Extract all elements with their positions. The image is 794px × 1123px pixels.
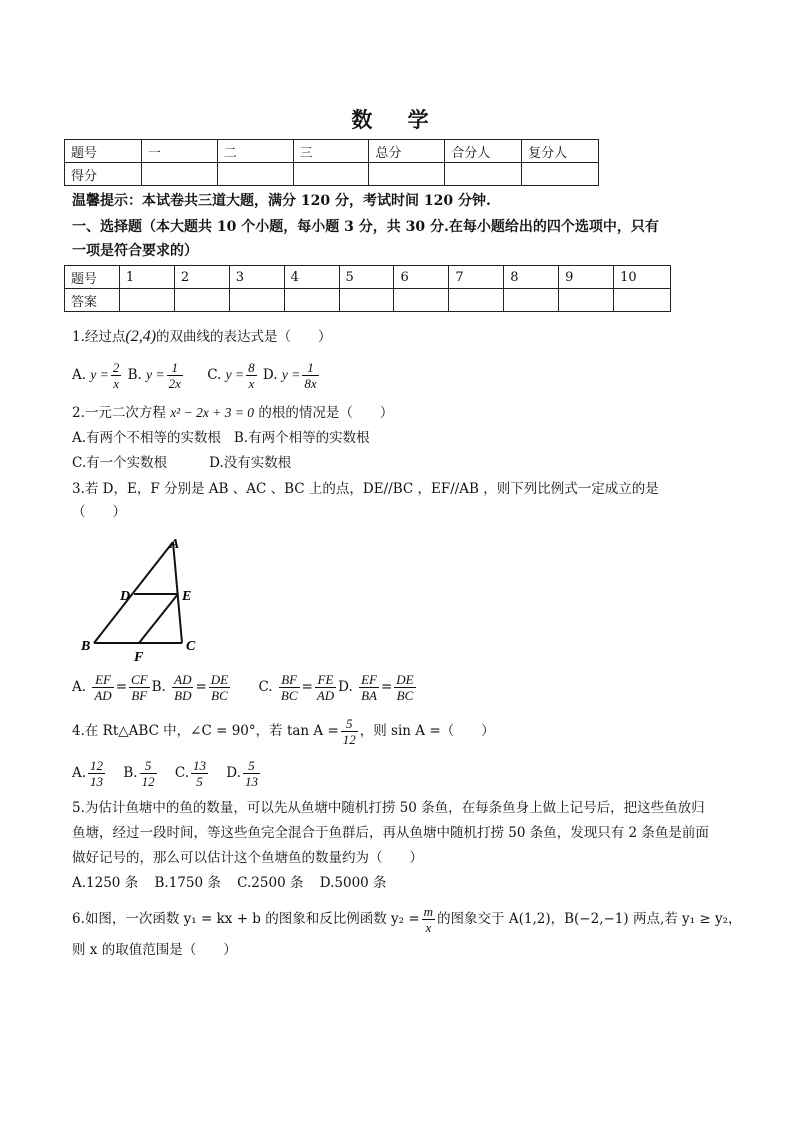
table-row xyxy=(65,266,671,289)
denominator: 13 xyxy=(244,774,258,789)
answer-input-cell[interactable] xyxy=(504,289,559,312)
vertex-a-label: A xyxy=(170,537,180,552)
q4-option-c[interactable] xyxy=(174,758,210,789)
answer-input-cell[interactable] xyxy=(284,289,339,312)
q6-stem-text: 6.如图，一次函数 y₁ = kx + b 的图象和反比例函数 y₂ = xyxy=(72,911,420,927)
option-label: A. xyxy=(72,765,87,781)
option-label: C. xyxy=(174,765,189,781)
table-cell: 9 xyxy=(559,266,614,289)
q3-option-d[interactable] xyxy=(338,672,417,703)
q4-stem-end: ，则 sin A =（ ） xyxy=(359,723,495,739)
q1-option-a[interactable] xyxy=(72,360,123,391)
table-cell: 答案 xyxy=(65,289,120,312)
y-var: y = xyxy=(146,367,165,382)
triangle-figure xyxy=(74,530,204,666)
q1-stem-end: 的双曲线的表达式是（ ） xyxy=(156,329,332,345)
page-title: 数 学 xyxy=(351,107,443,132)
numerator: DE xyxy=(210,672,229,687)
fraction xyxy=(246,360,257,391)
q5-option-b[interactable]: B.1750 条 xyxy=(154,875,221,891)
q4-option-a[interactable] xyxy=(72,758,107,789)
denominator: 8x xyxy=(304,376,317,391)
fraction xyxy=(209,672,230,703)
score-input-cell[interactable] xyxy=(141,163,217,186)
denominator: BC xyxy=(396,688,414,703)
table-cell: 总分 xyxy=(369,140,445,163)
vertex-f-label: F xyxy=(134,650,144,665)
option-label: C. xyxy=(258,679,273,695)
fraction xyxy=(279,672,300,703)
fraction xyxy=(172,672,193,703)
table-row xyxy=(65,289,671,312)
table-cell: 8 xyxy=(504,266,559,289)
denominator: 13 xyxy=(90,774,104,789)
q4-stem-text: 4.在 Rt△ABC 中，∠C = 90°，若 tan A = xyxy=(72,723,339,739)
y-var: y = xyxy=(225,367,245,382)
option-label: B. xyxy=(123,765,138,781)
vertex-c-label: C xyxy=(186,639,196,654)
q2-equation: x² − 2x + 3 = 0 xyxy=(170,405,255,420)
table-row xyxy=(65,140,599,163)
q6-stem-mid: 的图象交于 A(1,2)，B(−2,−1) 两点,若 y₁ ≥ y₂， xyxy=(437,911,742,927)
vertex-b-label: B xyxy=(81,639,91,654)
answer-input-cell[interactable] xyxy=(559,289,614,312)
q2-stem-end: 的根的情况是（ ） xyxy=(258,405,394,421)
question-3-stem: 3.若 D，E，F 分别是 AB 、AC 、BC 上的点，DE//BC ，EF//AB ，则下列比例式一定成立的是 xyxy=(72,481,659,497)
numerator: EF xyxy=(92,672,113,688)
table-cell: 10 xyxy=(614,266,671,289)
question-5-options xyxy=(72,874,399,892)
question-3-stem-cont: （ ） xyxy=(72,504,126,520)
answer-input-cell[interactable] xyxy=(174,289,229,312)
numerator: 12 xyxy=(90,758,104,773)
score-input-cell[interactable] xyxy=(217,163,293,186)
answer-input-cell[interactable] xyxy=(339,289,394,312)
fraction xyxy=(167,360,183,391)
numerator: 5 xyxy=(341,716,358,732)
fraction xyxy=(341,716,358,747)
fraction xyxy=(243,758,260,789)
score-table xyxy=(64,139,599,186)
numerator: 1 xyxy=(167,360,183,376)
numerator: FE xyxy=(315,672,336,688)
table-cell: 7 xyxy=(449,266,504,289)
question-5-line2: 鱼塘，经过一段时间，等这些鱼完全混合于鱼群后，再从鱼塘中随机打捞 50 条鱼，发现只有 2 条鱼是前面 xyxy=(72,825,709,841)
table-cell: 三 xyxy=(293,140,369,163)
q5-option-d[interactable]: D.5000 条 xyxy=(319,875,387,891)
fraction xyxy=(111,360,122,391)
q1-stem-text: 1.经过点 xyxy=(72,329,126,345)
option-label: C. xyxy=(207,367,222,383)
score-input-cell[interactable] xyxy=(293,163,369,186)
q1-option-c[interactable] xyxy=(207,360,258,391)
fraction xyxy=(315,672,336,703)
denominator: BD xyxy=(174,688,192,703)
section-heading: 一、选择题（本大题共 10 个小题，每小题 3 分，共 30 分.在每小题给出的四个选项中，只有 xyxy=(72,219,659,235)
answer-input-cell[interactable] xyxy=(394,289,449,312)
table-cell: 一 xyxy=(141,140,217,163)
equals: = xyxy=(380,679,393,695)
q4-option-b[interactable] xyxy=(123,758,158,789)
numerator: EF xyxy=(361,672,377,687)
q3-option-a[interactable] xyxy=(72,672,152,703)
numerator: 1 xyxy=(302,360,318,376)
denominator: AD xyxy=(94,688,112,703)
segment-ef xyxy=(139,594,178,643)
side-ac xyxy=(173,542,182,643)
section-heading-cont: 一项是符合要求的） xyxy=(72,243,198,259)
answer-table xyxy=(64,265,671,312)
answer-input-cell[interactable] xyxy=(119,289,174,312)
y-var: y = xyxy=(90,367,109,382)
q3-option-c[interactable] xyxy=(258,672,338,703)
question-2-options-row2 xyxy=(72,454,291,472)
table-cell: 二 xyxy=(217,140,293,163)
answer-input-cell[interactable] xyxy=(229,289,284,312)
table-cell: 4 xyxy=(284,266,339,289)
question-5-line3: 做好记号的，那么可以估计这个鱼塘鱼的数量约为（ ） xyxy=(72,850,423,866)
q1-option-d[interactable] xyxy=(262,360,321,391)
vertex-d-label: D xyxy=(120,589,131,604)
numerator: 13 xyxy=(193,758,206,773)
fraction xyxy=(129,672,150,703)
denominator: BC xyxy=(280,688,298,703)
denominator: BC xyxy=(211,688,228,703)
q5-option-c[interactable]: C.2500 条 xyxy=(237,875,304,891)
question-6-line2: 则 x 的取值范围是（ ） xyxy=(72,942,237,958)
denominator: AD xyxy=(316,688,335,703)
numerator: m xyxy=(423,904,434,919)
q3-option-b[interactable] xyxy=(151,672,233,703)
question-1-stem xyxy=(72,328,332,346)
fraction xyxy=(140,758,157,789)
question-4-stem xyxy=(72,716,495,747)
denominator: BA xyxy=(361,688,377,703)
table-cell: 3 xyxy=(229,266,284,289)
option-label: D. xyxy=(338,679,353,695)
denominator: 5 xyxy=(196,774,203,789)
question-1-options xyxy=(72,360,321,391)
tip-text: 温馨提示：本试卷共三道大题，满分 120 分，考试时间 120 分钟. xyxy=(72,193,491,209)
numerator: AD xyxy=(174,672,192,687)
numerator: DE xyxy=(396,672,414,687)
question-2-stem xyxy=(72,404,393,422)
numerator: 2 xyxy=(112,360,120,375)
q2-option-c[interactable]: C.有一个实数根 xyxy=(72,455,168,471)
vertex-e-label: E xyxy=(182,589,192,604)
table-cell: 合分人 xyxy=(445,140,522,163)
numerator: 5 xyxy=(243,758,260,774)
score-input-cell[interactable] xyxy=(369,163,445,186)
equals: = xyxy=(195,679,207,695)
question-4-options xyxy=(72,758,274,789)
q2-option-d[interactable]: D.没有实数根 xyxy=(209,455,292,471)
denominator: x xyxy=(425,920,432,935)
option-label: A. xyxy=(72,679,87,695)
numerator: BF xyxy=(279,672,300,688)
equals: = xyxy=(301,679,313,695)
q4-option-d[interactable] xyxy=(226,758,262,789)
table-cell: 复分人 xyxy=(522,140,599,163)
table-cell: 得分 xyxy=(65,163,142,186)
question-2-options-row1 xyxy=(72,429,370,447)
option-label: A. xyxy=(72,367,87,383)
fraction xyxy=(302,360,318,391)
denominator: 12 xyxy=(141,774,155,789)
option-label: B. xyxy=(127,367,142,383)
table-cell: 题号 xyxy=(65,266,120,289)
fraction xyxy=(394,672,415,703)
score-input-cell[interactable] xyxy=(522,163,599,186)
option-label: D. xyxy=(226,765,241,781)
fraction xyxy=(92,672,113,703)
option-label: B. xyxy=(151,679,166,695)
y-var: y = xyxy=(281,367,301,382)
score-input-cell[interactable] xyxy=(445,163,522,186)
fraction xyxy=(359,672,379,703)
table-cell: 题号 xyxy=(65,140,142,163)
question-6-stem xyxy=(72,904,742,935)
q2-stem-text: 2.一元二次方程 xyxy=(72,405,166,421)
numerator: 5 xyxy=(140,758,157,774)
denominator: x xyxy=(113,376,119,391)
option-label: D. xyxy=(262,367,278,383)
answer-input-cell[interactable] xyxy=(614,289,671,312)
q1-point: (2,4) xyxy=(125,328,157,345)
denominator: BF xyxy=(131,688,148,703)
question-5-line1: 5.为估计鱼塘中的鱼的数量，可以先从鱼塘中随机打捞 50 条鱼，在每条鱼身上做上记号后，把这些鱼放归 xyxy=(72,800,705,816)
denominator: 2x xyxy=(168,376,181,391)
denominator: 12 xyxy=(342,732,356,747)
answer-input-cell[interactable] xyxy=(449,289,504,312)
side-ab xyxy=(94,542,173,643)
table-cell: 1 xyxy=(119,266,174,289)
fraction xyxy=(88,758,105,789)
table-cell: 2 xyxy=(174,266,229,289)
numerator: CF xyxy=(131,672,148,687)
q2-option-a[interactable]: A.有两个不相等的实数根 xyxy=(72,430,222,446)
question-3-options xyxy=(72,672,418,703)
fraction xyxy=(191,758,208,789)
numerator: 8 xyxy=(248,360,255,375)
q1-option-b[interactable] xyxy=(127,360,185,391)
equals: = xyxy=(115,679,127,695)
table-cell: 5 xyxy=(339,266,394,289)
q5-option-a[interactable]: A.1250 条 xyxy=(72,875,139,891)
table-cell: 6 xyxy=(394,266,449,289)
q2-option-b[interactable]: B.有两个相等的实数根 xyxy=(233,430,370,446)
table-row xyxy=(65,163,599,186)
denominator: x xyxy=(248,376,255,391)
fraction xyxy=(422,904,435,935)
